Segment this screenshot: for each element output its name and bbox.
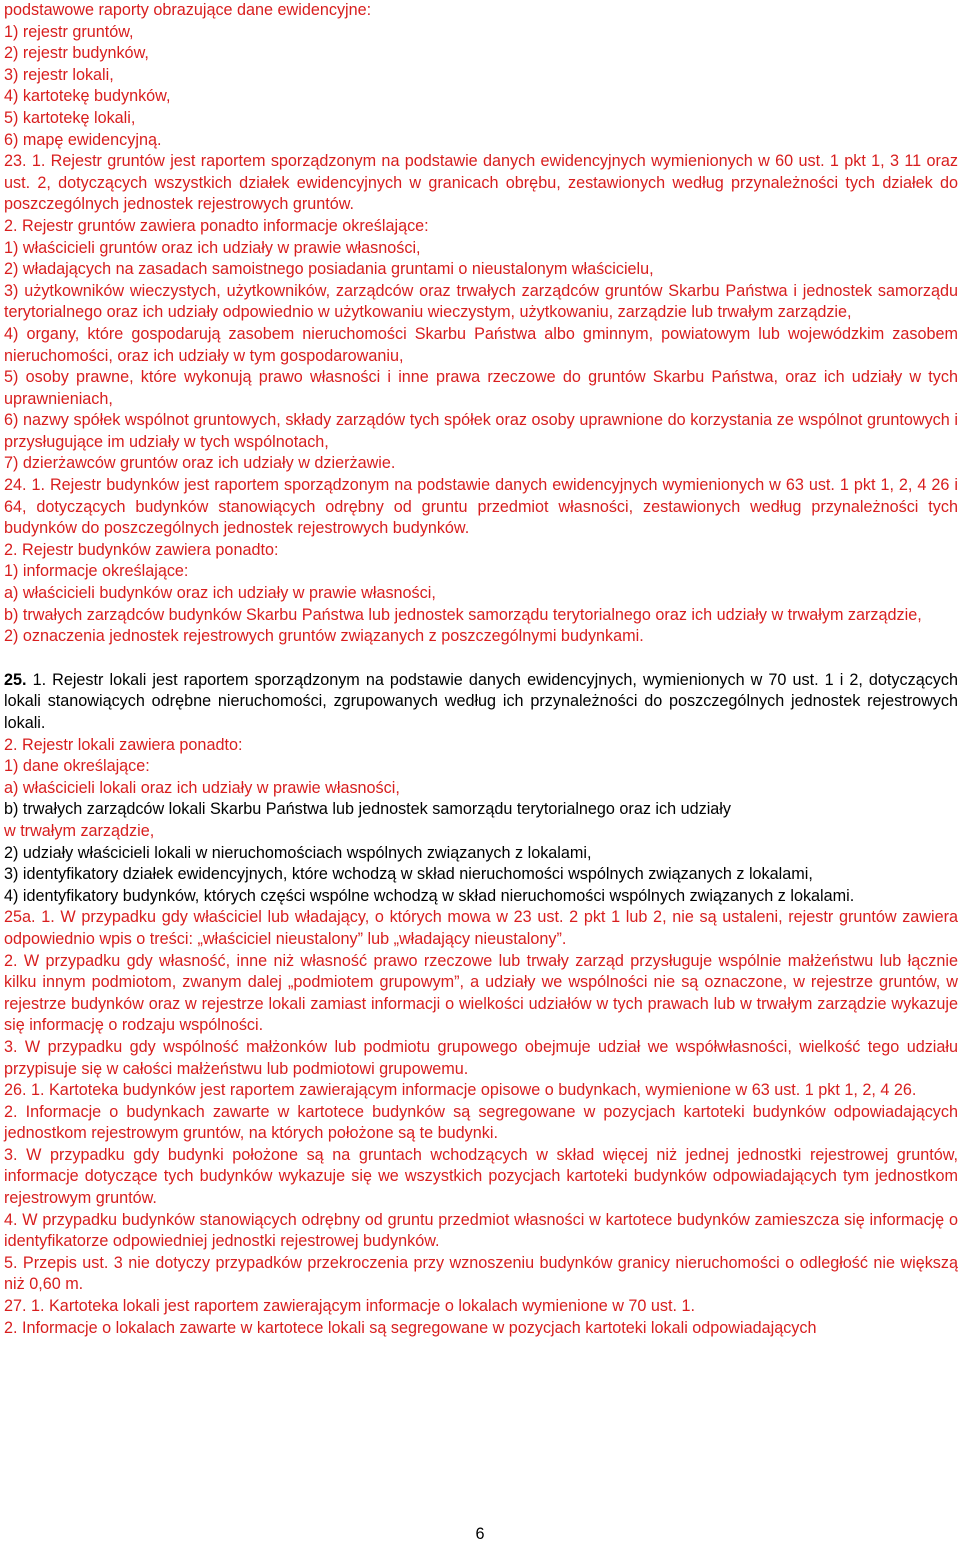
paragraph	[4, 43, 958, 65]
paragraph-text: 4) kartotekę budynków,	[4, 87, 171, 106]
paragraph	[4, 324, 958, 367]
section-number: 27. 1.	[4, 1297, 45, 1316]
page-number: 6	[475, 1525, 485, 1543]
paragraph	[4, 735, 958, 757]
paragraph-text: 1. Rejestr lokali jest raportem sporządzonym na podstawie danych ewidencyjnych, wymienionych w 70 ust. 1 i 2, dotyczących lokali stanowiących odrębne nieruchomości, zgrupowanych według ich przynależności do poszczególnych jednostek rejestrowych lokali.	[4, 670, 958, 732]
paragraph	[4, 1210, 958, 1253]
paragraph-text: 6) mapę ewidencyjną.	[4, 130, 162, 149]
paragraph	[4, 151, 958, 216]
paragraph	[4, 951, 958, 1037]
paragraph	[4, 886, 958, 908]
paragraph-text: 5. Przepis ust. 3 nie dotyczy przypadków przekroczenia przy wznoszeniu budynków granicy nieruchomości o odległość nie większą niż 0,60 m.	[4, 1253, 958, 1294]
paragraph	[4, 907, 958, 950]
paragraph	[4, 583, 958, 605]
paragraph	[4, 1318, 958, 1340]
paragraph-text: Kartoteka lokali jest raportem zawierającym informacje o lokalach wymienione w 70 ust. 1.	[44, 1297, 695, 1316]
paragraph-text: w trwałym zarządzie,	[4, 821, 155, 840]
paragraph	[4, 864, 958, 886]
document-body	[4, 0, 958, 1339]
section-number: 26. 1.	[4, 1081, 45, 1100]
paragraph	[4, 410, 958, 453]
paragraph-text: W przypadku gdy właściciel lub władający, o których mowa w 23 ust. 2 pkt 1 lub 2, nie są ustaleni, rejestr gruntów zawiera odpowiednio wpis o treści: „właściciel nieustalony” lub „władający nieustalony”.	[4, 908, 958, 948]
paragraph	[4, 1253, 958, 1296]
paragraph-text: 1) właścicieli gruntów oraz ich udziały w prawie własności,	[4, 238, 421, 257]
paragraph	[4, 1080, 958, 1102]
paragraph	[4, 843, 958, 865]
paragraph	[4, 108, 958, 130]
paragraph	[4, 561, 958, 583]
paragraph-text: 1) informacje określające:	[4, 562, 189, 581]
paragraph	[4, 670, 958, 735]
paragraph-text: 3. W przypadku gdy budynki położone są na gruntach wchodzących w skład więcej niż jednej jednostki rejestrowej gruntów, informacje dotyczące tych budynków wykazuje się we wszystkich pozycjach kartoteki budynków odpowiadających tym jednostkom rejestrowym gruntów.	[4, 1145, 958, 1208]
paragraph-text: 2. Informacje o lokalach zawarte w kartotece lokali są segregowane w pozycjach kartoteki lokali odpowiadających	[4, 1318, 817, 1337]
paragraph-text: Kartoteka budynków jest raportem zawierającym informacje opisowe o budynkach, wymienione w 63 ust. 1 pkt 1, 2, 4 26.	[44, 1081, 917, 1100]
paragraph-text: 1) rejestr gruntów,	[4, 22, 134, 41]
paragraph	[4, 540, 958, 562]
paragraph	[4, 1037, 958, 1080]
paragraph	[4, 626, 958, 648]
paragraph	[4, 22, 958, 44]
paragraph	[4, 778, 958, 800]
paragraph-text: 2. Rejestr budynków zawiera ponadto:	[4, 540, 279, 559]
paragraph-text: 3. W przypadku gdy wspólność małżonków lub podmiotu grupowego obejmuje udział we współwłasności, wielkość tego udziału przypisuje się w całości małżeństwu lub podmiotowi grupowemu.	[4, 1037, 958, 1078]
paragraph-text: 5) kartotekę lokali,	[4, 108, 136, 127]
paragraph-spacer	[4, 648, 958, 670]
section-number: 24. 1.	[4, 476, 45, 495]
paragraph-text: 5) osoby prawne, które wykonują prawo własności i inne prawa rzeczowe do gruntów Skarbu Państwa, oraz ich udziały w tych uprawnieniach,	[4, 368, 958, 408]
paragraph-text: 7) dzierżawców gruntów oraz ich udziały w dzierżawie.	[4, 454, 396, 473]
paragraph-text: 6) nazwy spółek wspólnot gruntowych, składy zarządów tych spółek oraz osoby uprawnione do korzystania ze wspólnot gruntowych i przysługujące im udziały w tych wspólnotach,	[4, 411, 958, 451]
paragraph-text: 3) użytkowników wieczystych, użytkowników, zarządców oraz trwałych zarządców gruntów Skarbu Państwa i jednostek samorządu terytorialnego oraz ich udziały odpowiednio w użytkowaniu wieczystym, użytkowaniu, zarządzie lub trwałym zarządzie,	[4, 281, 958, 322]
paragraph-text: b) trwałych zarządców lokali Skarbu Państwa lub jednostek samorządu terytorialnego oraz ich udziały	[4, 800, 731, 819]
paragraph	[4, 1296, 958, 1318]
paragraph-text: 4. W przypadku budynków stanowiących odrębny od gruntu przedmiot własności w kartotece budynków zamieszcza się informację o identyfikatorze odpowiedniej jednostki rejestrowej budynków.	[4, 1210, 958, 1251]
paragraph	[4, 1102, 958, 1145]
paragraph	[4, 130, 958, 152]
paragraph	[4, 605, 958, 627]
paragraph-text: 1) dane określające:	[4, 757, 150, 776]
paragraph-text: 2) władających na zasadach samoistnego posiadania gruntami o nieustalonym właścicielu,	[4, 260, 654, 279]
section-number: 23. 1.	[4, 152, 46, 171]
paragraph-text: 2) udziały właścicieli lokali w nieruchomościach wspólnych związanych z lokalami,	[4, 843, 592, 862]
paragraph-text: 4) identyfikatory budynków, których części wspólne wchodzą w skład nieruchomości wspólnych związanych z lokalami.	[4, 886, 855, 905]
paragraph-text: 2. Informacje o budynkach zawarte w kartotece budynków są segregowane w pozycjach kartoteki budynków odpowiadających jednostkom rejestrowym gruntów, na których położone są te budynki.	[4, 1102, 958, 1143]
section-number: 25a. 1.	[4, 908, 55, 927]
paragraph-text: 2. Rejestr gruntów zawiera ponadto informacje określające:	[4, 216, 429, 235]
paragraph-text: 4) organy, które gospodarują zasobem nieruchomości Skarbu Państwa albo gminnym, powiatowym lub wojewódzkim zasobem nieruchomości, oraz ich udziały w tym gospodarowaniu,	[4, 324, 958, 365]
paragraph	[4, 1145, 958, 1210]
paragraph	[4, 756, 958, 778]
paragraph-text: 2) rejestr budynków,	[4, 44, 149, 63]
paragraph	[4, 453, 958, 475]
paragraph	[4, 216, 958, 238]
paragraph-text: 3) rejestr lokali,	[4, 65, 114, 84]
paragraph-text: b) trwałych zarządców budynków Skarbu Państwa lub jednostek samorządu terytorialnego oraz ich udziały w trwałym zarządzie,	[4, 605, 922, 624]
paragraph	[4, 0, 958, 22]
paragraph	[4, 238, 958, 260]
paragraph-text: a) właścicieli lokali oraz ich udziały w prawie własności,	[4, 778, 400, 797]
paragraph-text: Rejestr budynków jest raportem sporządzonym na podstawie danych ewidencyjnych wymienionych w 63 ust. 1 pkt 1, 2, 4 26 i 64, dotyczących budynków stanowiących odrębny od gruntu przedmiot własności, zestawionych według przynależności tych budynków do poszczególnych jednostek rejestrowych budynków.	[4, 476, 958, 538]
paragraph-text: 3) identyfikatory działek ewidencyjnych, które wchodzą w skład nieruchomości wspólnych związanych z lokalami,	[4, 865, 813, 884]
paragraph-text: podstawowe raporty obrazujące dane ewidencyjne:	[4, 1, 372, 19]
paragraph	[4, 821, 958, 843]
paragraph	[4, 259, 958, 281]
paragraph	[4, 799, 958, 821]
section-number: 25.	[4, 670, 27, 689]
paragraph-text: a) właścicieli budynków oraz ich udziały w prawie własności,	[4, 584, 436, 603]
paragraph-text: 2. W przypadku gdy własność, inne niż własność prawo rzeczowe lub trwały zarząd przysługuje wspólnie małżeństwu lub łącznie kilku innym podmiotom, zwanym dalej „podmiotem grupowym”, a udziały we wspólności nie są oznaczone, w rejestrze gruntów, w rejestrze budynków oraz w rejestrze lokali zamiast informacji o wielkości udziałów w tych prawach lub w trwałym zarządzie wykazuje się informację o rodzaju wspólności.	[4, 951, 958, 1035]
paragraph	[4, 86, 958, 108]
paragraph	[4, 475, 958, 540]
paragraph	[4, 65, 958, 87]
paragraph	[4, 281, 958, 324]
paragraph-text: 2) oznaczenia jednostek rejestrowych gruntów związanych z poszczególnymi budynkami.	[4, 627, 644, 646]
paragraph-text: 2. Rejestr lokali zawiera ponadto:	[4, 735, 243, 754]
paragraph	[4, 367, 958, 410]
paragraph-text: Rejestr gruntów jest raportem sporządzonym na podstawie danych ewidencyjnych wymienionych w 60 ust. 1 pkt 1, 3 11 oraz ust. 2, dotyczących wszystkich działek ewidencyjnych w granicach obrębu, zestawionych według przynależności tych działek do poszczególnych jednostek rejestrowych gruntów.	[4, 152, 958, 214]
